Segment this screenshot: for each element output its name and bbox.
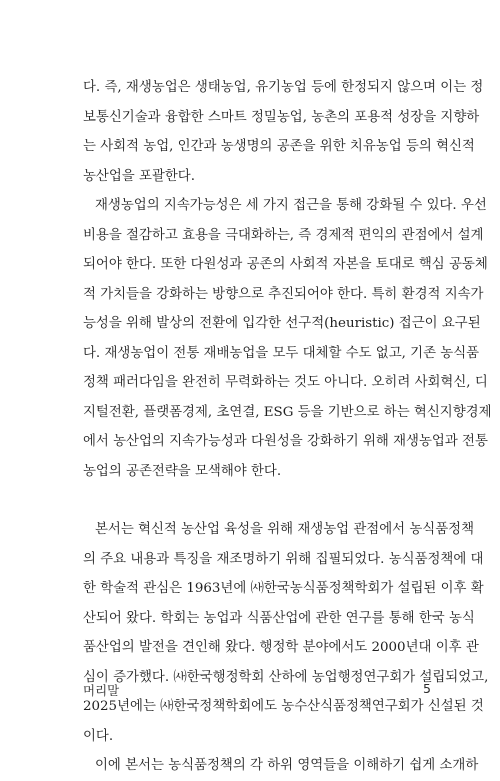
text-line: 다. 재생농업이 전통 재배농업을 모두 대체할 수도 없고, 기존 농식품 [83,345,480,361]
text-line: 2025년에는 ㈔한국정책학회에도 농수산식품정책연구회가 신설된 것 [83,699,484,714]
paragraph-gap [83,486,431,515]
text-line: 농업의 공존전략을 모색해야 한다. [83,463,282,479]
text-line: 되어야 한다. 또한 다원성과 공존의 사회적 자본을 토대로 핵심 공동체 [83,257,488,272]
text-line: 보통신기술과 융합한 스마트 정밀농업, 농촌의 포용적 성장을 지향하 [83,109,480,125]
text-line: 한 학술적 관심은 1963년에 ㈔한국농식품정책학회가 설립된 이후 확 [83,581,484,596]
text-line: 본서는 혁신적 농산업 육성을 위해 재생농업 관점에서 농식품정책 [95,522,475,537]
paragraph [83,751,479,781]
text-line: 다. 즉, 재생농업은 생태농업, 유기농업 등에 한정되지 않으며 이는 정 [83,80,484,95]
text-line: 농산업을 포괄한다. [83,168,195,184]
body-text [83,73,492,781]
text-line: 정책 패러다임을 완전히 무력화하는 것도 아니다. 오히려 사회혁신, 디 [83,375,488,390]
text-line: 적 가치들을 강화하는 방향으로 추진되어야 한다. 특히 환경적 지속가 [83,286,484,302]
text-line: 이다. [83,728,114,744]
text-line: 품산업의 발전을 견인해 왔다. 행정학 분야에서도 2000년대 이후 관 [83,640,479,655]
text-line: 능성을 위해 발상의 전환에 입각한 선구적(heuristic) 접근이 요구된 [83,316,481,331]
text-line: 지털전환, 플랫폼경제, 초연결, ESG 등을 기반으로 하는 혁신지향경제 [83,404,492,420]
text-line: 비용을 절감하고 효용을 극대화하는, 즉 경제적 편익의 관점에서 설계 [83,227,484,243]
text-line: 이에 본서는 농식품정책의 각 하위 영역들을 이해하기 쉽게 소개하 [95,758,479,773]
paragraph [83,73,484,191]
text-line: 는 사회적 농업, 인간과 농생명의 공존을 위한 치유농업 등의 혁신적 [83,139,475,154]
text-line: 의 주요 내용과 특징을 재조명하기 위해 집필되었다. 농식품정책에 대 [83,551,484,567]
text-line: 산되어 왔다. 학회는 농업과 식품산업에 관한 연구를 통해 한국 농식 [83,610,475,626]
text-line: 심이 증가했다. ㈔한국행정학회 산하에 농업행정연구회가 설립되었고, [83,669,489,685]
page-number: 5 [423,681,431,696]
page-footer [83,681,431,701]
text-line: 재생농업의 지속가능성은 세 가지 접근을 통해 강화될 수 있다. 우선 [95,198,487,213]
text-line: 에서 농산업의 지속가능성과 다원성을 강화하기 위해 재생농업과 전통 [83,434,488,449]
paragraph [83,515,489,751]
paragraph [83,191,492,486]
running-footer-title: 머리말 [83,683,120,698]
